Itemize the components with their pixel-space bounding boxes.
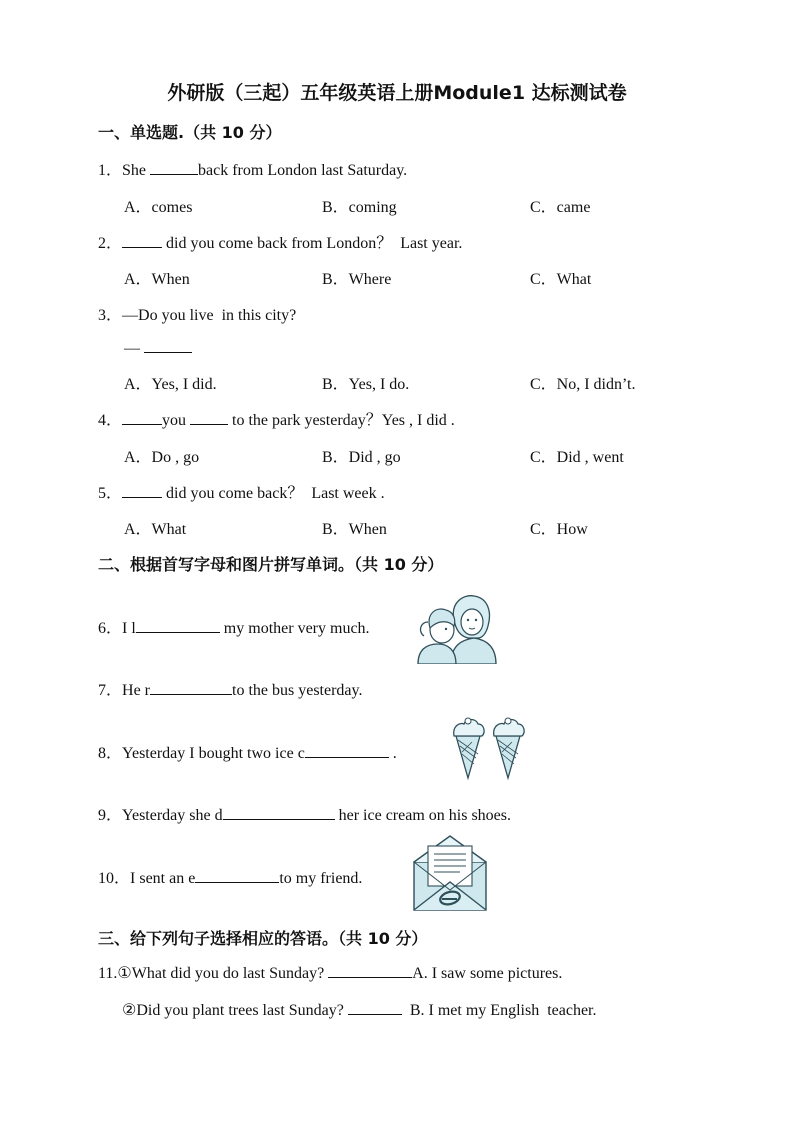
email-envelope-picture bbox=[412, 832, 488, 912]
question-7: 7．He r to the bus yesterday. bbox=[98, 682, 363, 699]
ice-cream-cones-picture bbox=[450, 714, 534, 780]
option-c[interactable]: C．came bbox=[530, 199, 591, 216]
answer-blank[interactable] bbox=[150, 160, 198, 175]
answer-blank[interactable] bbox=[144, 338, 192, 353]
question-6: 6．I l my mother very much. bbox=[98, 620, 370, 637]
question-8: 8．Yesterday I bought two ice c . bbox=[98, 745, 397, 762]
option-a[interactable]: A．What bbox=[124, 521, 187, 538]
section-1-heading: 一、单选题.（共 10 分） bbox=[98, 123, 282, 142]
question-1: 1．She back from London last Saturday. bbox=[98, 162, 408, 179]
option-a[interactable]: A．Do , go bbox=[124, 449, 200, 466]
question-11-line-2: ②Did you plant trees last Sunday? B. I met my English teacher. bbox=[122, 1002, 597, 1019]
option-a[interactable]: A．comes bbox=[124, 199, 193, 216]
question-11-line-1: 11.①What did you do last Sunday? A. I saw some pictures. bbox=[98, 965, 563, 982]
answer-blank[interactable] bbox=[195, 868, 279, 883]
option-c[interactable]: C．What bbox=[530, 271, 592, 288]
answer-blank[interactable] bbox=[190, 410, 228, 425]
option-b[interactable]: B．When bbox=[322, 521, 387, 538]
answer-blank[interactable] bbox=[122, 410, 162, 425]
answer-blank[interactable] bbox=[223, 805, 335, 820]
option-a[interactable]: A．Yes, I did. bbox=[124, 376, 217, 393]
answer-blank[interactable] bbox=[122, 233, 162, 248]
question-10: 10．I sent an e to my friend. bbox=[98, 870, 363, 887]
option-b[interactable]: B．Where bbox=[322, 271, 392, 288]
option-c[interactable]: C．How bbox=[530, 521, 588, 538]
answer-blank[interactable] bbox=[328, 963, 412, 978]
question-5: 5． did you come back？ Last week . bbox=[98, 485, 385, 502]
option-b[interactable]: B．Did , go bbox=[322, 449, 401, 466]
answer-blank[interactable] bbox=[150, 680, 232, 695]
question-9: 9．Yesterday she d her ice cream on his shoes. bbox=[98, 807, 511, 824]
option-b[interactable]: B．Yes, I do. bbox=[322, 376, 410, 393]
question-2: 2． did you come back from London？ Last year. bbox=[98, 235, 463, 252]
option-b[interactable]: B．coming bbox=[322, 199, 397, 216]
answer-blank[interactable] bbox=[348, 1000, 402, 1015]
section-3-heading: 三、给下列句子选择相应的答语。（共 10 分） bbox=[98, 929, 428, 948]
question-3: 3．—Do you live in this city? bbox=[98, 307, 297, 324]
mother-daughter-picture bbox=[414, 592, 498, 664]
question-3-reply: — bbox=[124, 338, 192, 358]
question-4: 4． you to the park yesterday？Yes , I did . bbox=[98, 412, 455, 429]
answer-blank[interactable] bbox=[122, 483, 162, 498]
section-2-heading: 二、根据首写字母和图片拼写单词。（共 10 分） bbox=[98, 555, 444, 574]
option-c[interactable]: C．No, I didn’t. bbox=[530, 376, 636, 393]
answer-blank[interactable] bbox=[305, 743, 389, 758]
page-title: 外研版（三起）五年级英语上册Module1 达标测试卷 bbox=[167, 82, 627, 104]
answer-blank[interactable] bbox=[136, 618, 220, 633]
option-a[interactable]: A．When bbox=[124, 271, 190, 288]
option-c[interactable]: C．Did , went bbox=[530, 449, 624, 466]
